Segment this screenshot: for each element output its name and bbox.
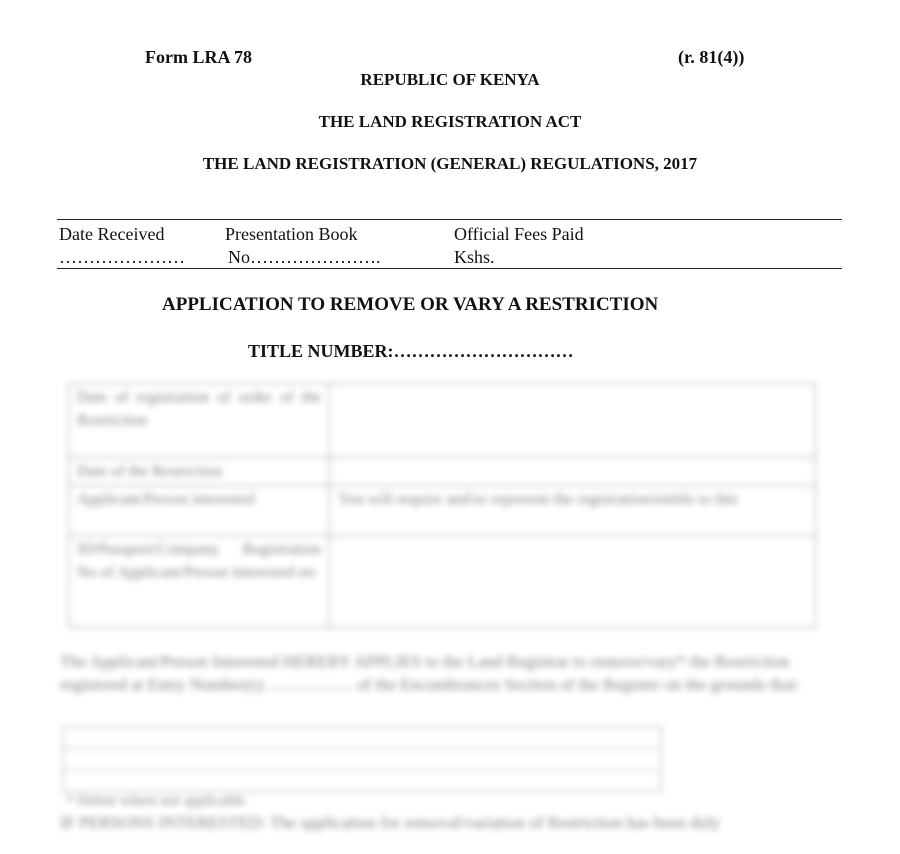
table-row [69,458,816,486]
table-cell-label: Date of the Restriction [69,458,330,486]
table-row [69,536,816,628]
persons-interested-paragraph: IF PERSONS INTERESTED: The application for removal/variation of Restriction has been duly [60,813,721,832]
form-id: Form LRA 78 [145,47,252,67]
presentation-book-block [225,223,381,269]
table-row [69,486,816,536]
presentation-book-value: No…………………. [228,247,381,267]
footnote: * Delete where not applicable [66,793,246,809]
grounds-line [63,770,661,771]
date-received-value: ………………… [59,247,185,267]
form-title: APPLICATION TO REMOVE OR VARY A RESTRICTION [162,294,659,315]
official-fees-label: Official Fees Paid [454,224,584,244]
date-received-label: Date Received [59,224,165,244]
table-row [69,384,816,458]
presentation-book-label: Presentation Book [225,224,358,244]
official-fees-block [454,223,584,269]
table-cell-label: Applicant/Person interested [69,486,330,536]
table-cell-value [330,384,816,458]
act-heading: THE LAND REGISTRATION ACT [318,112,582,131]
republic-heading: REPUBLIC OF KENYA [360,70,540,89]
bottom-rule [57,268,842,269]
grounds-box [62,726,662,792]
table-cell-value [330,536,816,628]
table-cell-label: ID/Passport/Company Registration No of Applicant/Person interested etc [69,536,330,628]
application-paragraph: The Applicant/Person Interested HEREBY APPLIES to the Land Registrar to remove/vary* the Restriction registered at Entry Number(s) …………… of the Encumbrances Section of the Register on the grounds that: [60,652,800,694]
top-rule [57,219,842,220]
grounds-line [63,748,661,749]
table-cell-label: Date of registration of order of the Restriction [69,384,330,458]
table-cell-value: You will require and/or represent the registration/entitle to this [330,486,816,536]
date-received-block [59,223,185,269]
rule-reference: (r. 81(4)) [678,47,745,67]
table-cell-value [330,458,816,486]
official-fees-value: Kshs. [454,247,495,267]
title-number: TITLE NUMBER:………………………… [248,341,574,361]
regulations-heading: THE LAND REGISTRATION (GENERAL) REGULATIONS, 2017 [202,154,698,173]
restriction-table [68,383,816,628]
